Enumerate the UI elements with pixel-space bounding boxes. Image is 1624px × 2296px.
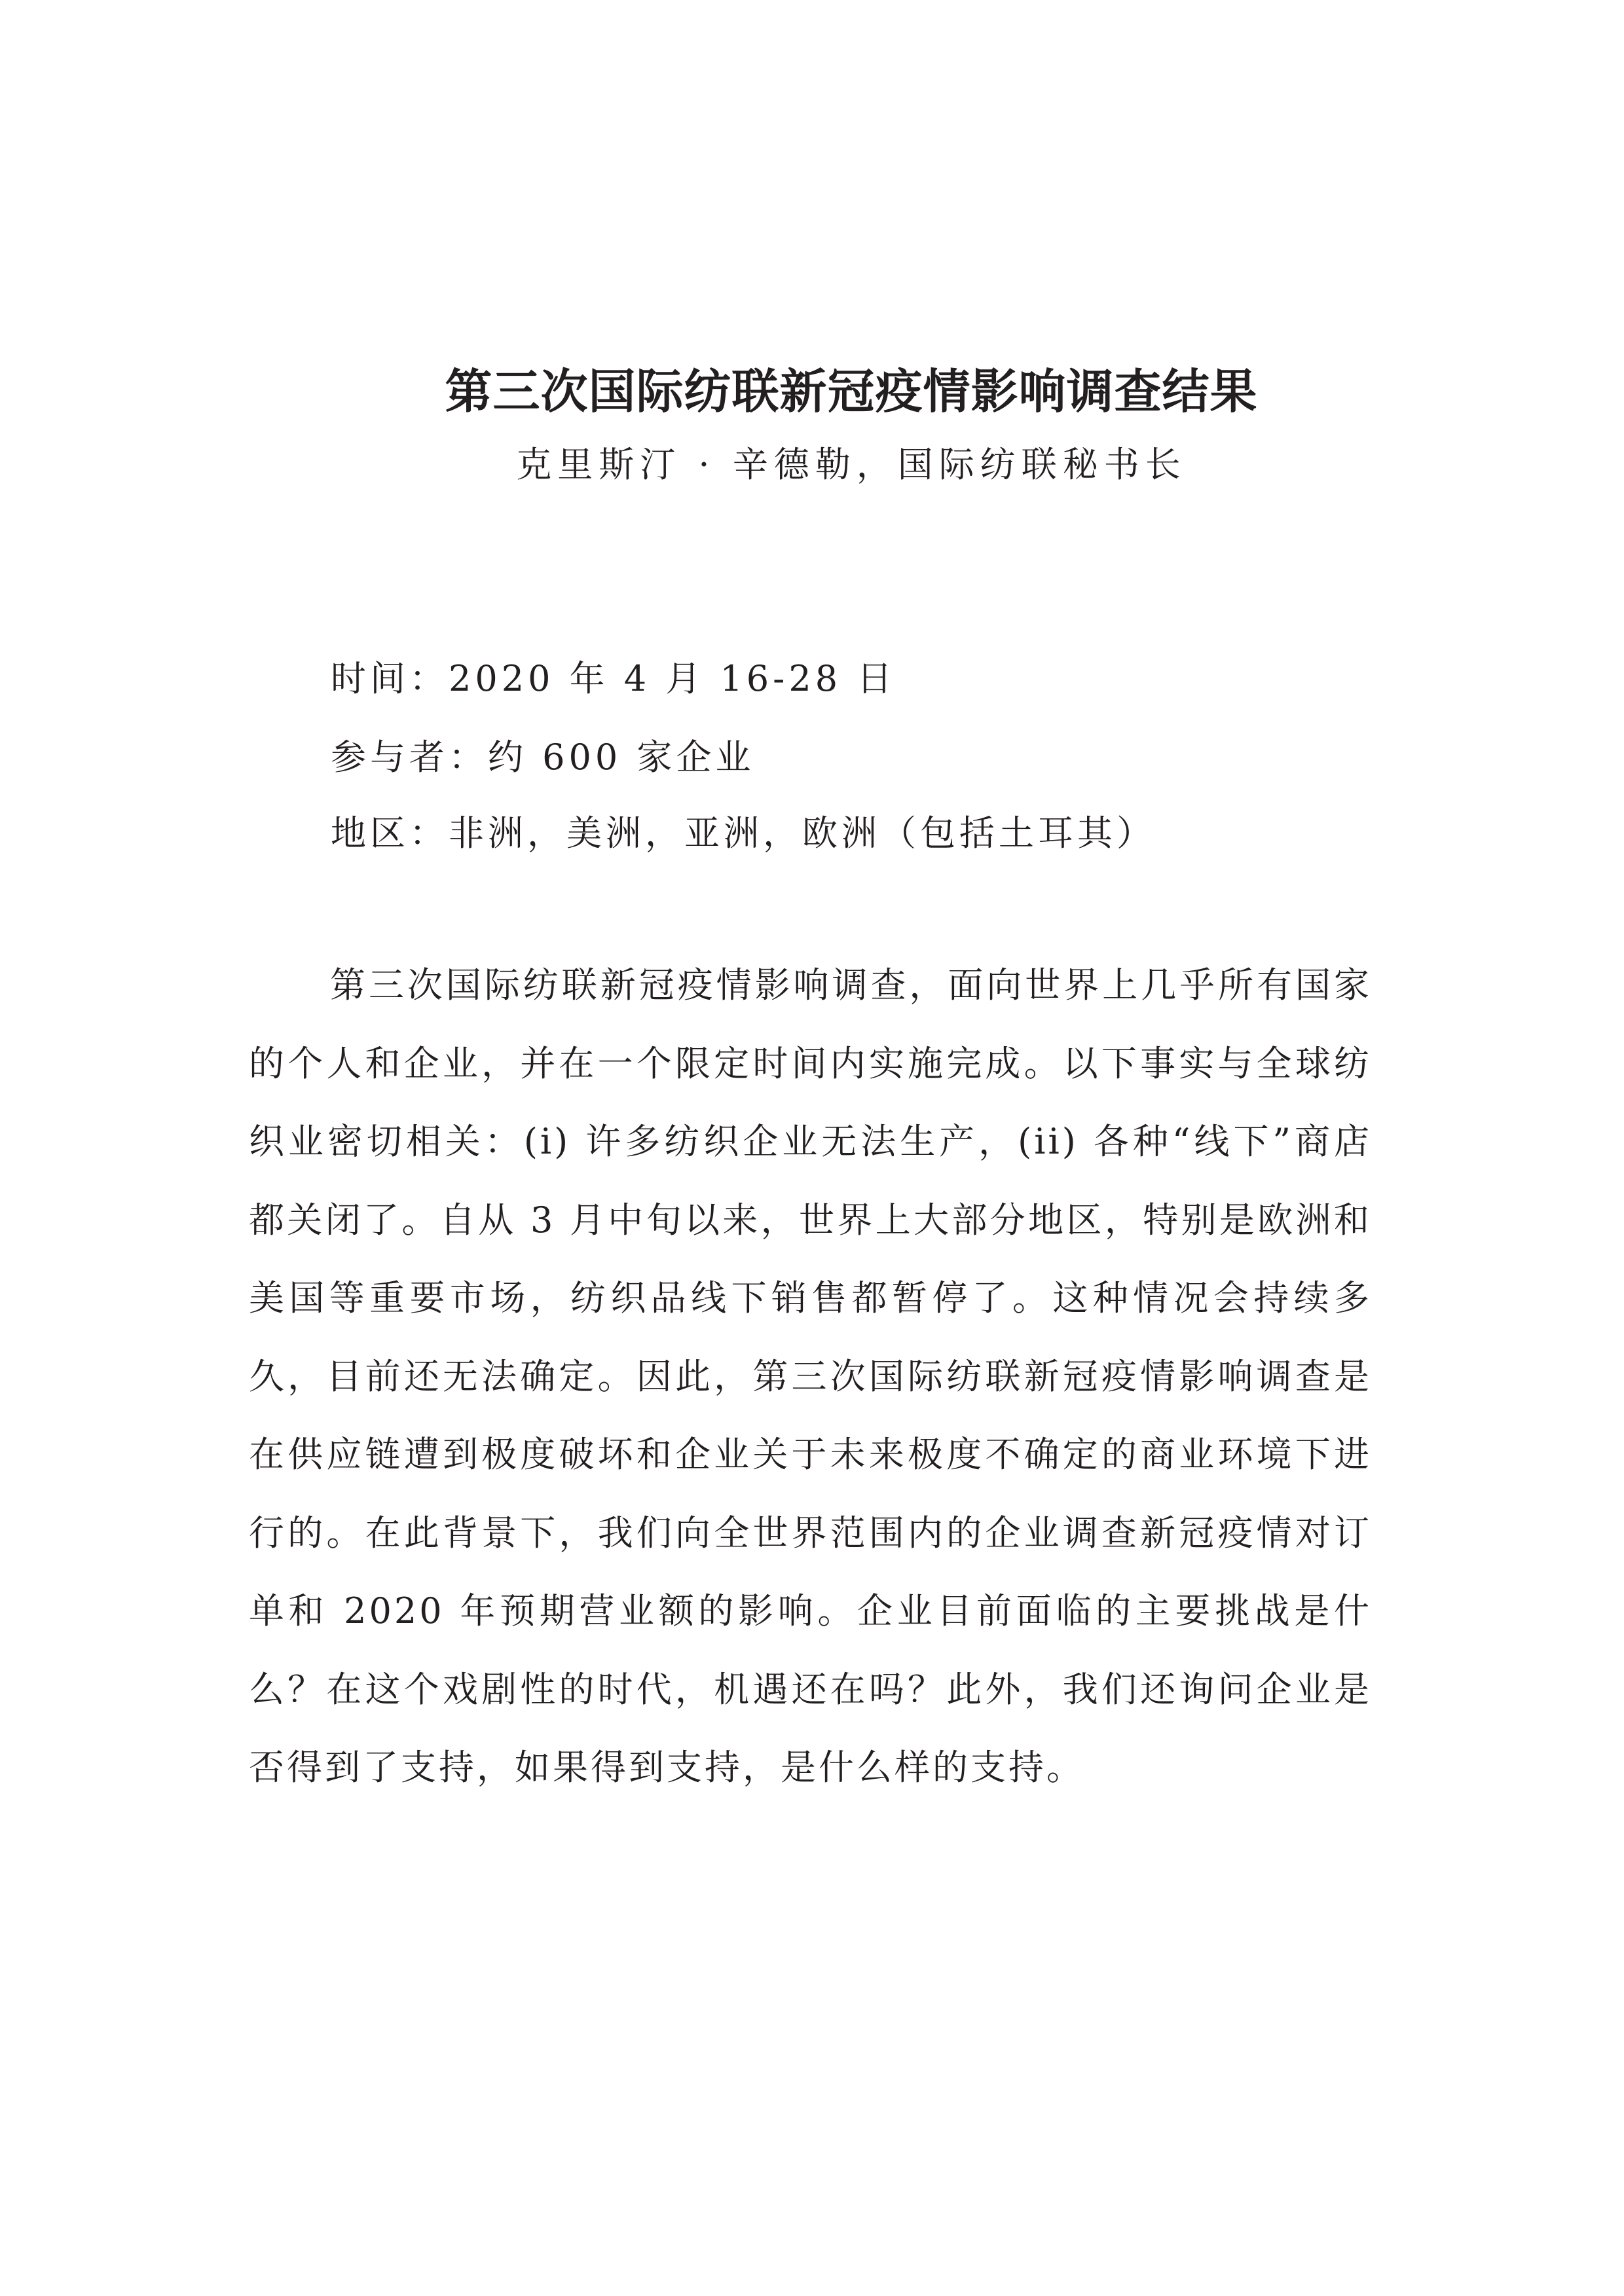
body-paragraph: 第三次国际纺联新冠疫情影响调查，面向世界上几乎所有国家的个人和企业，并在一个限定时间内实施完成。以下事实与全球纺织业密切相关：(i) 许多纺织企业无法生产，(ii) 各种“线下”商店都关闭了。自从 3 月中旬以来，世界上大部分地区，特别是欧洲和美国等重要市场，纺织品线下销售都暂停了。这种情况会持续多久，目前还无法确定。因此，第三次国际纺联新冠疫情影响调查是在供应链遭到极度破坏和企业关于未来极度不确定的商业环境下进行的。在此背景下，我们向全世界范围内的企业调查新冠疫情对订单和 2020 年预期营业额的影响。企业目前面临的主要挑战是什么？在这个戏剧性的时代，机遇还在吗？此外，我们还询问企业是否得到了支持，如果得到支持，是什么样的支持。: [249, 964, 1372, 1788]
meta-time: 时间：2020 年 4 月 16-28 日: [331, 658, 896, 699]
author-line: 克里斯汀 · 辛德勒，国际纺联秘书长: [516, 444, 1187, 485]
meta-regions: 地区：非洲，美洲，亚洲，欧洲（包括土耳其）: [331, 812, 1156, 854]
document-title: 第三次国际纺联新冠疫情影响调查结果: [445, 363, 1258, 419]
meta-participants: 参与者：约 600 家企业: [331, 737, 755, 778]
